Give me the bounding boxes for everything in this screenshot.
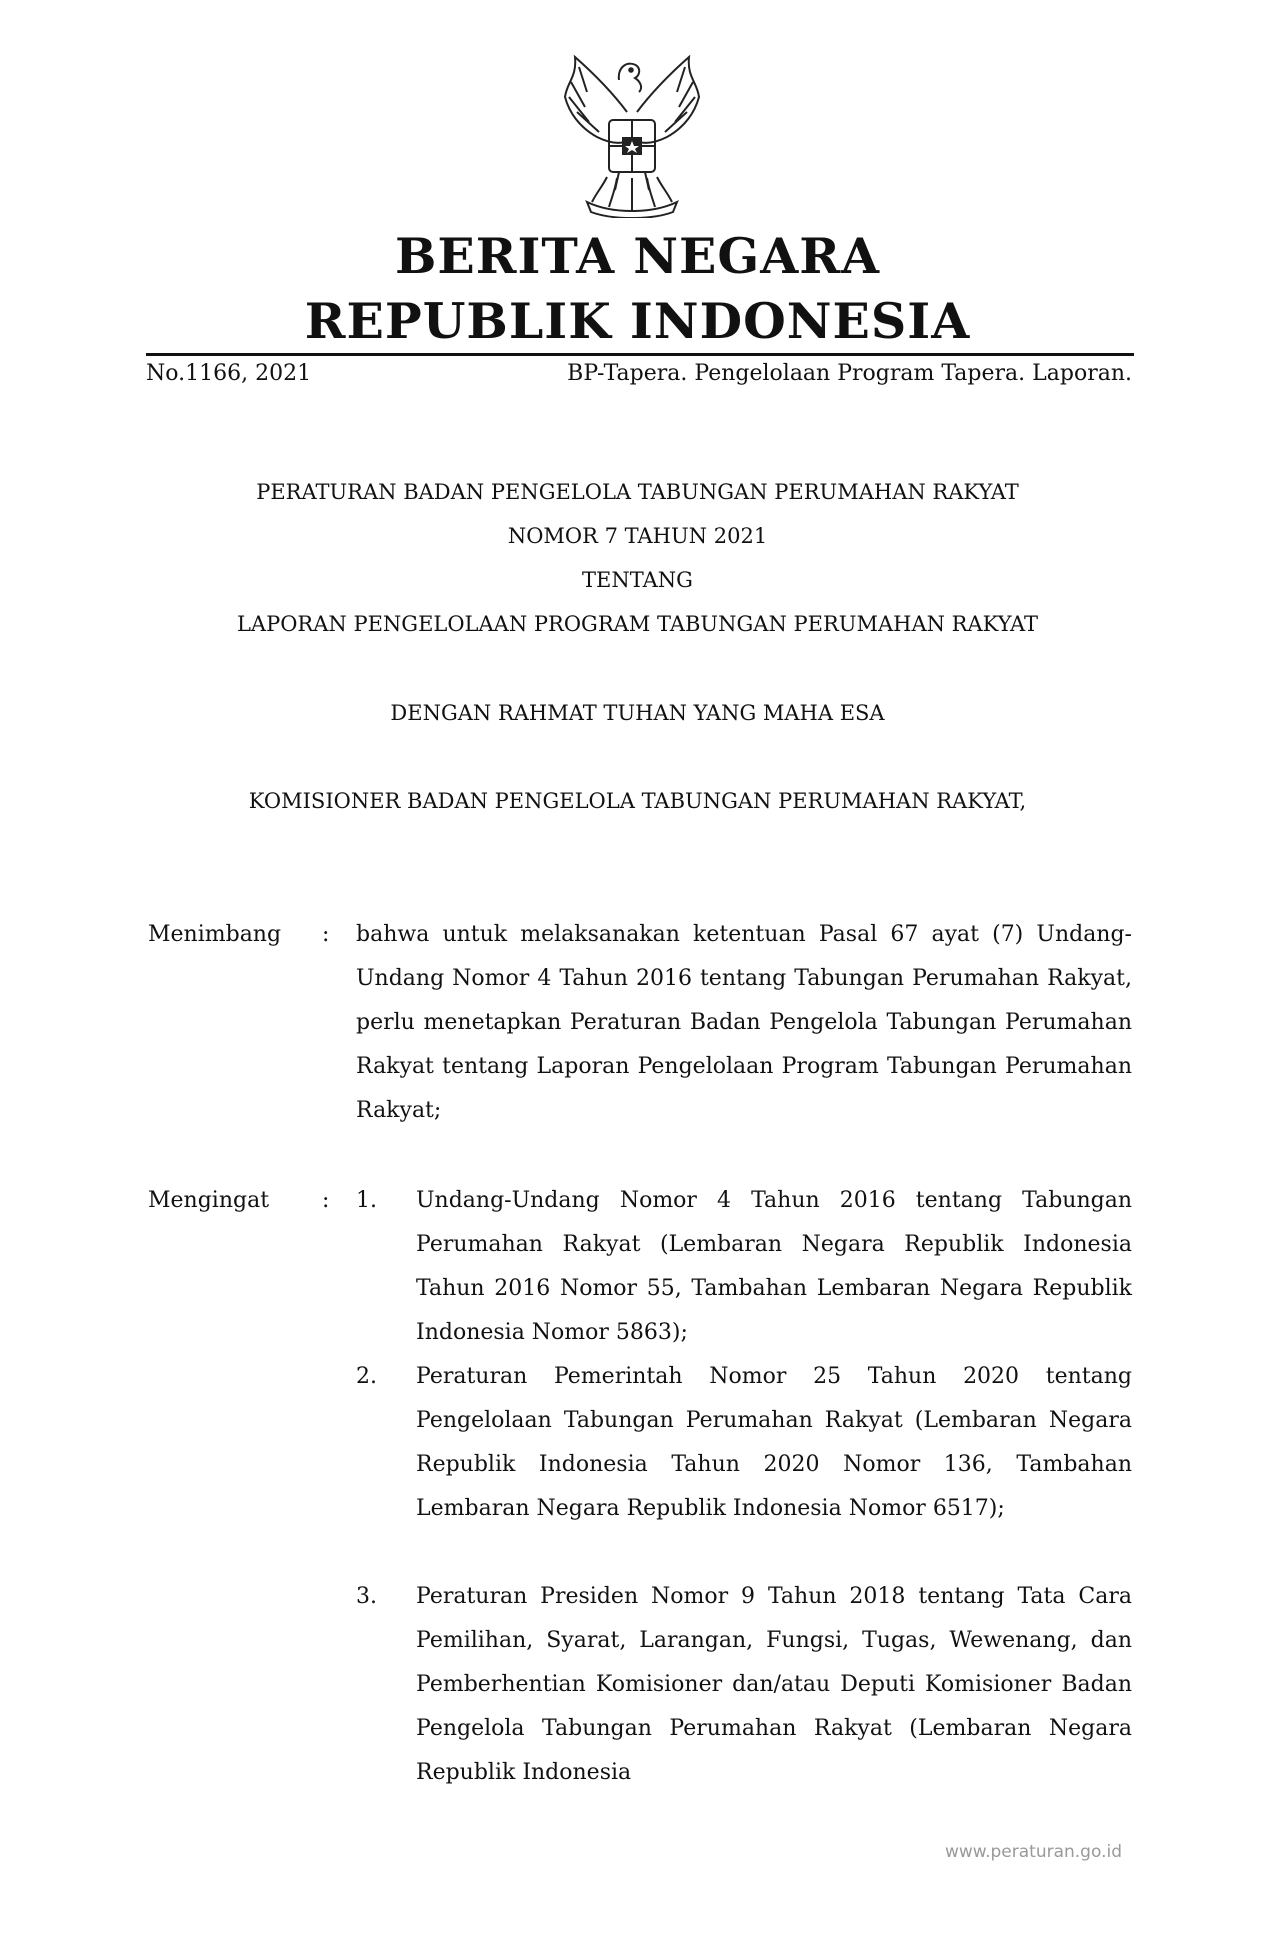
mengingat-item-text: Undang-Undang Nomor 4 Tahun 2016 tentang Tabungan Perumahan Rakyat (Lembaran Negara Republik Indonesia Tahun 2016 Nomor 55, Tambahan Lembaran Negara Republik Indonesia Nomor 5863); <box>416 1188 1132 1345</box>
rahmat-line: DENGAN RAHMAT TUHAN YANG MAHA ESA <box>390 701 885 725</box>
mengingat-item-number: 3. <box>356 1584 377 1609</box>
masthead-subtitle: REPUBLIK INDONESIA <box>304 292 971 350</box>
mengingat-item-number: 1. <box>356 1188 377 1213</box>
mengingat-item-number: 2. <box>356 1364 377 1389</box>
mengingat-colon: : <box>322 1188 330 1213</box>
menimbang-text: bahwa untuk melaksanakan ketentuan Pasal 67 ayat (7) Undang-Undang Nomor 4 Tahun 2016 tentang Tabungan Perumahan Rakyat, perlu menetapkan Peraturan Badan Pengelola Tabungan Perumahan Rakyat tentang Laporan Pengelolaan Program Tabungan Perumahan Rakyat; <box>356 922 1132 1123</box>
gazette-subject: BP-Tapera. Pengelolaan Program Tapera. Laporan. <box>567 361 1132 386</box>
gazette-number: No.1166, 2021 <box>146 361 312 386</box>
issuer-line: KOMISIONER BADAN PENGELOLA TABUNGAN PERUMAHAN RAKYAT, <box>248 789 1027 813</box>
mengingat-label: Mengingat <box>148 1188 270 1213</box>
regulation-tentang: TENTANG <box>582 568 693 592</box>
regulation-number: NOMOR 7 TAHUN 2021 <box>507 524 768 548</box>
regulation-title <box>0 470 1275 646</box>
regulation-title-line: PERATURAN BADAN PENGELOLA TABUNGAN PERUMAHAN RAKYAT <box>256 480 1019 504</box>
garuda-emblem-icon <box>557 52 707 218</box>
mengingat-item-text: Peraturan Pemerintah Nomor 25 Tahun 2020 tentang Pengelolaan Tabungan Perumahan Rakyat (Lembaran Negara Republik Indonesia Tahun 2020 Nomor 136, Tambahan Lembaran Negara Republik Indonesia Nomor 6517); <box>416 1364 1132 1521</box>
header-divider <box>146 353 1134 356</box>
source-watermark: www.peraturan.go.id <box>944 1842 1122 1862</box>
mengingat-item-text: Peraturan Presiden Nomor 9 Tahun 2018 tentang Tata Cara Pemilihan, Syarat, Larangan, Fungsi, Tugas, Wewenang, dan Pemberhentian Komisioner dan/atau Deputi Komisioner Badan Pengelola Tabungan Perumahan Rakyat (Lembaran Negara Republik Indonesia <box>416 1584 1132 1785</box>
menimbang-label: Menimbang <box>148 922 282 947</box>
menimbang-colon: : <box>322 922 330 947</box>
masthead-title: BERITA NEGARA <box>394 227 880 285</box>
regulation-subject: LAPORAN PENGELOLAAN PROGRAM TABUNGAN PERUMAHAN RAKYAT <box>236 612 1039 636</box>
